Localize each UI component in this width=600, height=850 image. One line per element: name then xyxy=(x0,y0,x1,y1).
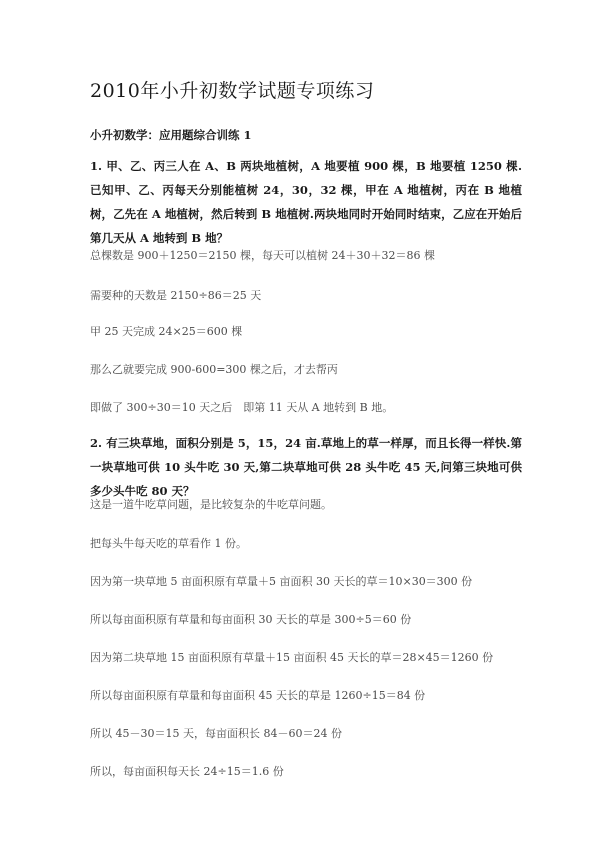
solution-line: 所以，每亩面积每天长 24÷15＝1.6 份 xyxy=(90,765,284,778)
solution-line: 因为第一块草地 5 亩面积原有草量＋5 亩面积 30 天长的草＝10×30＝300 份 xyxy=(90,575,473,588)
solution-line: 所以每亩面积原有草量和每亩面积 45 天长的草是 1260÷15＝84 份 xyxy=(90,689,426,702)
question-1: 1. 甲、乙、丙三人在 A、B 两块地植树，A 地要植 900 棵，B 地要植 1250 棵.已知甲、乙、丙每天分别能植树 24，30，32 棵，甲在 A 地植树，丙在 B 地植树，乙先在 A 地植树，然后转到 B 地植树.两块地同时开始同时结束，乙应在开始后第几天从 A 地转到 B 地？ xyxy=(90,159,522,245)
question-2: 2. 有三块草地，面积分别是 5，15，24 亩.草地上的草一样厚，而且长得一样快.第一块草地可供 10 头牛吃 30 天,第二块草地可供 28 头牛吃 45 天,问第三块地可供多少头牛吃 80 天？ xyxy=(90,436,522,498)
solution-line: 那么乙就要完成 900-600=300 棵之后，才去帮丙 xyxy=(90,363,338,376)
solution-line: 这是一道牛吃草问题，是比较复杂的牛吃草问题。 xyxy=(90,498,332,511)
document-title: 2010年小升初数学试题专项练习 xyxy=(90,80,375,102)
solution-line: 需要种的天数是 2150÷86＝25 天 xyxy=(90,289,262,302)
solution-line: 总棵数是 900＋1250＝2150 棵，每天可以植树 24＋30＋32＝86 棵 xyxy=(90,249,435,262)
solution-line: 所以每亩面积原有草量和每亩面积 30 天长的草是 300÷5＝60 份 xyxy=(90,613,412,626)
solution-line: 甲 25 天完成 24×25＝600 棵 xyxy=(90,325,243,338)
solution-line: 所以 45－30＝15 天，每亩面积长 84－60＝24 份 xyxy=(90,727,342,740)
solution-line: 因为第二块草地 15 亩面积原有草量＋15 亩面积 45 天长的草＝28×45＝1260 份 xyxy=(90,651,494,664)
section-subtitle: 小升初数学：应用题综合训练 1 xyxy=(90,128,252,142)
solution-line: 把每头牛每天吃的草看作 1 份。 xyxy=(90,537,247,550)
solution-line: 即做了 300÷30＝10 天之后 即第 11 天从 A 地转到 B 地。 xyxy=(90,401,394,414)
